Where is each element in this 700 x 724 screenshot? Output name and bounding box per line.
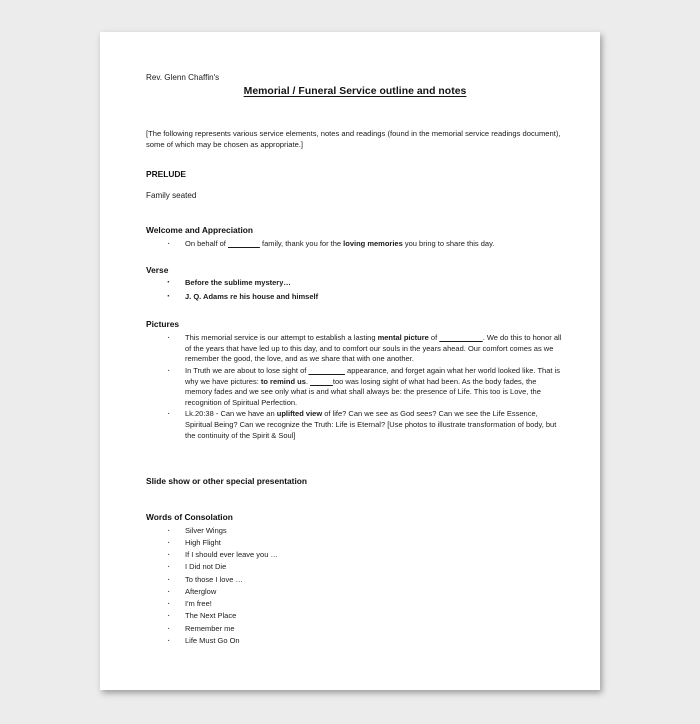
- fill-blank: [439, 333, 482, 342]
- list-item: · Lk.20:38 - Can we have an uplifted view of life? Can we see as God sees? Can we see the Life Essence, Spiritual Being? Can we recognize the Truth: Life is Eternal? [Use photos to illustrate transformation of body, but the continuity of the Spirit & Soul]: [146, 409, 564, 441]
- section-heading-prelude: PRELUDE: [146, 168, 187, 179]
- list-item: · I'm free!: [146, 599, 564, 609]
- prelude-line: Family seated: [146, 191, 197, 201]
- section-heading-slideshow: Slide show or other special presentation: [146, 476, 308, 487]
- list-item: · I Did not Die: [146, 562, 564, 572]
- list-item: · Afterglow: [146, 587, 564, 597]
- document-page-container: [100, 32, 600, 690]
- list-item: · On behalf of family, thank you for the loving memories you bring to share this day.: [146, 239, 564, 250]
- consolation-bullet-list: [146, 526, 564, 646]
- list-item: · Silver Wings: [146, 526, 564, 536]
- welcome-bullet-list: [146, 239, 564, 250]
- intro-note: [The following represents various service elements, notes and readings (found in the memorial service readings document), some of which may be chosen as appropriate.]: [146, 128, 561, 149]
- author-byline: Rev. Glenn Chaffin's: [146, 73, 220, 82]
- list-item: · Remember me: [146, 624, 564, 634]
- fill-blank: [308, 366, 345, 375]
- section-heading-verse: Verse: [146, 264, 169, 275]
- fill-blank: [310, 377, 333, 386]
- list-item: · Life Must Go On: [146, 636, 564, 646]
- list-item: · To those I love …: [146, 575, 564, 585]
- list-item: · If I should ever leave you …: [146, 550, 564, 560]
- document-page: [100, 32, 600, 690]
- fill-blank: [228, 239, 260, 248]
- verse-bullet-list: [146, 278, 564, 302]
- document-body: [146, 72, 564, 646]
- document-title: Memorial / Funeral Service outline and notes: [243, 86, 467, 98]
- list-item: · In Truth we are about to lose sight of appearance, and forget again what her world looked like. That is why we have pictures: to remind us. too was losing sight of what had been. As the body fades, the memory fades and we see only what is and what shall always be: the presence of Life. This too is Love, the recognition of Spiritual Perfection.: [146, 366, 564, 409]
- pictures-bullet-list: [146, 333, 564, 441]
- list-item: · J. Q. Adams re his house and himself: [146, 292, 564, 303]
- list-item: · The Next Place: [146, 611, 564, 621]
- list-item: · This memorial service is our attempt to establish a lasting mental picture of . We do this to honor all of the years that have led up to this day, and to comfort our souls in the years ahead. Our comfort comes as we remember the good, the love, and as we share that with one another.: [146, 333, 564, 365]
- section-heading-consolation: Words of Consolation: [146, 511, 233, 522]
- list-item: · Before the sublime mystery…: [146, 278, 564, 289]
- section-heading-welcome: Welcome and Appreciation: [146, 225, 254, 236]
- list-item: · High Flight: [146, 538, 564, 548]
- section-heading-pictures: Pictures: [146, 319, 180, 330]
